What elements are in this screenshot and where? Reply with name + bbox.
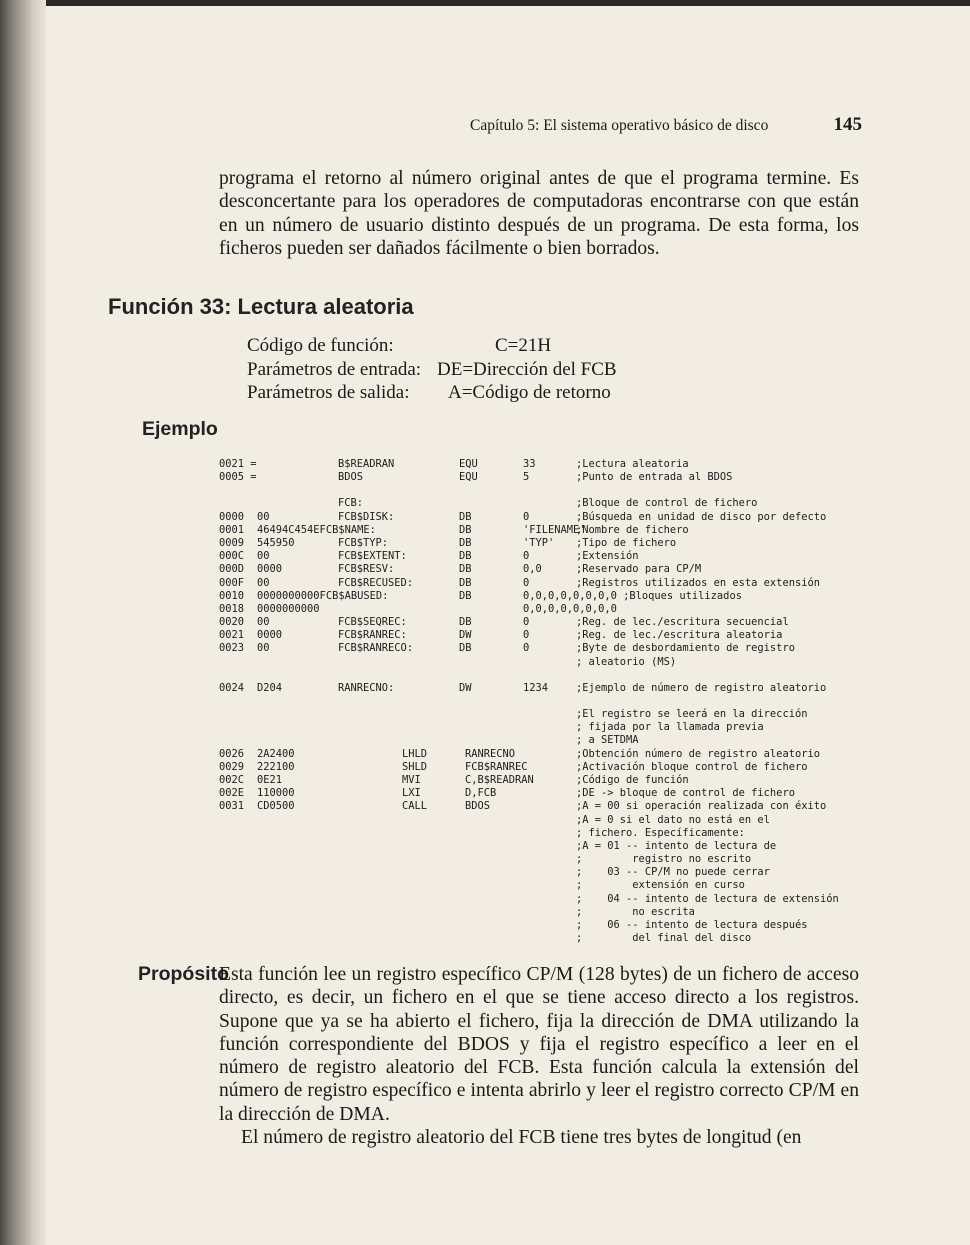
code-comment: ; registro no escrito <box>576 853 752 866</box>
code-line <box>219 893 879 906</box>
code-mnemonic: MVI <box>402 773 421 786</box>
code-operand: 0,0 <box>523 563 542 576</box>
intro-text: programa el retorno al número original antes de que el programa termine. Es desconcertante para los operadores de computadoras encontrarse con que están en un número de usuario distinto después de un programa. De esta forma, los ficheros pueden ser dañados fácilmente o bien borrados. <box>219 168 859 259</box>
code-line <box>219 932 879 945</box>
code-line <box>219 563 879 576</box>
code-comment: ;A = 0 si el dato no está en el <box>576 813 770 826</box>
code-bytes: 46494C454EFCB$NAME: <box>257 523 376 536</box>
code-mnemonic: DB <box>459 523 472 536</box>
spec-label: Código de función: <box>247 335 394 356</box>
code-operand: RANRECNO <box>465 747 516 760</box>
code-label: FCB$EXTENT: <box>338 550 407 563</box>
code-operand: 0,0,0,0,0,0,0,0 ;Bloques utilizados <box>523 589 742 602</box>
code-address: 0000 <box>219 510 245 523</box>
code-line <box>219 814 879 827</box>
code-line <box>219 721 879 734</box>
code-mnemonic: DB <box>459 536 472 549</box>
code-line <box>219 906 879 919</box>
closing-text: El número de registro aleatorio del FCB tiene tres bytes de longitud (en <box>241 1127 802 1149</box>
code-bytes: 222100 <box>257 760 295 773</box>
code-comment: ;Activación bloque control de fichero <box>576 760 808 773</box>
code-comment: ;Ejemplo de número de registro aleatorio <box>576 681 827 694</box>
code-comment: ; a SETDMA <box>576 734 639 747</box>
code-line <box>219 642 879 655</box>
code-comment: ;Byte de desbordamiento de registro <box>576 642 795 655</box>
code-line <box>219 511 879 524</box>
code-line <box>219 879 879 892</box>
page-number: 145 <box>833 114 862 135</box>
code-line <box>219 458 879 471</box>
code-bytes: 00 <box>257 616 270 629</box>
code-bytes: 00 <box>257 550 270 563</box>
code-mnemonic: DW <box>459 629 472 642</box>
code-address: 000F <box>219 576 245 589</box>
code-operand: FCB$RANREC <box>465 760 528 773</box>
code-comment: ; extensión en curso <box>576 879 745 892</box>
code-comment: ;Lectura aleatoria <box>576 458 689 470</box>
code-mnemonic: DB <box>459 510 472 523</box>
code-line <box>219 734 879 747</box>
code-comment: ;Tipo de fichero <box>576 536 677 549</box>
page-top-edge <box>0 0 970 6</box>
code-operand: 33 <box>523 458 536 470</box>
purpose-section <box>219 963 859 1149</box>
code-bytes: 00 <box>257 576 270 589</box>
code-bytes: 2A2400 <box>257 747 295 760</box>
code-address: 0029 <box>219 760 245 773</box>
code-operand: 0 <box>523 616 530 629</box>
code-label: B$READRAN <box>338 458 395 470</box>
code-operand: 0,0,0,0,0,0,0,0 <box>523 602 617 615</box>
code-label: BDOS <box>338 471 364 484</box>
code-operand: 1234 <box>523 681 549 694</box>
code-comment: ;El registro se leerá en la dirección <box>576 708 808 720</box>
intro-paragraph <box>219 167 859 260</box>
code-comment: ;Código de función <box>576 773 689 786</box>
code-bytes: 0000 <box>257 563 283 576</box>
book-spine-shadow <box>0 0 46 1245</box>
code-bytes: 0E21 <box>257 773 283 786</box>
purpose-text: Esta función lee un registro específico CP/M (128 bytes) de un fichero de acceso directo, es decir, un fichero en el que se tiene acceso directo a los registros. Supone que ya se ha abierto el fichero, fija la dirección de DMA utilizando la función correspondiente del BDOS y fija el registro específico a leer en el número de registro aleatorio del FCB. Esta función calcula la extensión del número de registro específico e intenta abrirlo y leer el registro correcto CP/M en la dirección de DMA. <box>219 964 859 1125</box>
code-address: 0021 <box>219 629 245 642</box>
code-label: FCB$RESV: <box>338 563 395 576</box>
code-line <box>219 840 879 853</box>
code-bytes: 0000000000 <box>257 602 320 615</box>
spec-label: Parámetros de salida: <box>247 382 410 403</box>
code-comment: ;Punto de entrada al BDOS <box>576 471 733 484</box>
code-comment: ;Búsqueda en unidad de disco por defecto <box>576 510 827 523</box>
code-bytes: 545950 <box>257 536 295 549</box>
code-mnemonic: DW <box>459 681 472 694</box>
chapter-title: Capítulo 5: El sistema operativo básico de disco <box>470 117 769 134</box>
code-line <box>219 497 879 510</box>
code-line <box>219 866 879 879</box>
code-address: 0021 = <box>219 458 257 470</box>
code-label: FCB$DISK: <box>338 510 395 523</box>
code-line <box>219 919 879 932</box>
code-blank-line <box>219 695 879 708</box>
code-line <box>219 827 879 840</box>
code-mnemonic: EQU <box>459 458 478 470</box>
code-blank-line <box>219 669 879 682</box>
code-address: 0024 <box>219 681 245 694</box>
code-mnemonic: DB <box>459 589 472 602</box>
spec-row <box>247 358 617 382</box>
code-mnemonic: DB <box>459 563 472 576</box>
running-header <box>470 114 862 136</box>
code-line <box>219 682 879 695</box>
function-spec <box>247 334 617 405</box>
code-mnemonic: DB <box>459 642 472 655</box>
code-address: 0023 <box>219 642 245 655</box>
purpose-label: Propósito <box>138 963 229 985</box>
code-mnemonic: DB <box>459 550 472 563</box>
code-line <box>219 629 879 642</box>
code-label: RANRECNO: <box>338 681 395 694</box>
code-line <box>219 537 879 550</box>
section-title: Función 33: Lectura aleatoria <box>108 294 414 319</box>
code-bytes: 0000000000FCB$ABUSED: <box>257 589 389 602</box>
code-operand: 0 <box>523 510 530 523</box>
code-address: 000D <box>219 563 245 576</box>
code-address: 0005 = <box>219 471 257 484</box>
code-operand: 'FILENAME' <box>523 523 586 536</box>
spec-row <box>247 381 617 405</box>
code-address: 0026 <box>219 747 245 760</box>
code-comment: ; del final del disco <box>576 932 752 945</box>
code-line <box>219 787 879 800</box>
code-comment: ; fichero. Específicamente: <box>576 826 745 839</box>
code-bytes: D204 <box>257 681 283 694</box>
code-address: 0031 <box>219 800 245 813</box>
code-mnemonic: LXI <box>402 787 421 800</box>
code-address: 0020 <box>219 616 245 629</box>
code-label: FCB$RECUSED: <box>338 576 414 589</box>
code-mnemonic: EQU <box>459 471 478 484</box>
code-comment: ;Reg. de lec./escritura aleatoria <box>576 629 783 642</box>
code-mnemonic: SHLD <box>402 760 428 773</box>
code-line <box>219 800 879 813</box>
code-label: FCB: <box>338 497 364 510</box>
code-comment: ;Reg. de lec./escritura secuencial <box>576 616 789 629</box>
code-address: 000C <box>219 550 245 563</box>
code-bytes: 0000 <box>257 629 283 642</box>
code-address: 0009 <box>219 536 245 549</box>
code-listing <box>219 458 879 945</box>
spec-label: Parámetros de entrada: <box>247 358 422 380</box>
code-comment: ;Obtención número de registro aleatorio <box>576 747 820 760</box>
example-label: Ejemplo <box>142 418 218 440</box>
code-line <box>219 774 879 787</box>
code-comment: ;Bloque de control de fichero <box>576 497 758 510</box>
code-label: FCB$TYP: <box>338 536 389 549</box>
code-bytes: 110000 <box>257 787 295 800</box>
code-line <box>219 761 879 774</box>
code-address: 002C <box>219 773 245 786</box>
code-comment: ; 06 -- intento de lectura después <box>576 919 808 931</box>
code-comment: ; fijada por la llamada previa <box>576 721 764 734</box>
code-line <box>219 603 879 616</box>
code-line <box>219 853 879 866</box>
code-label: FCB$RANREC: <box>338 629 407 642</box>
code-line <box>219 708 879 721</box>
code-line <box>219 748 879 761</box>
code-comment: ;Registros utilizados en esta extensión <box>576 576 820 589</box>
code-operand: 0 <box>523 576 530 589</box>
code-comment: ;Nombre de fichero <box>576 523 689 536</box>
code-address: 0010 <box>219 589 245 602</box>
code-comment: ; aleatorio (MS) <box>576 655 677 668</box>
code-line <box>219 656 879 669</box>
code-comment: ;A = 00 si operación realizada con éxito <box>576 800 827 813</box>
code-line <box>219 550 879 563</box>
code-bytes: CD0500 <box>257 800 295 813</box>
spec-value: DE=Dirección del FCB <box>437 358 617 380</box>
code-address: 002E <box>219 787 245 800</box>
code-mnemonic: LHLD <box>402 747 428 760</box>
code-comment: ; 04 -- intento de lectura de extensión <box>576 892 839 905</box>
code-comment: ;Reservado para CP/M <box>576 563 702 576</box>
code-operand: 'TYP' <box>523 536 555 549</box>
code-line <box>219 577 879 590</box>
code-operand: D,FCB <box>465 787 497 800</box>
code-operand: 0 <box>523 550 530 563</box>
code-line <box>219 616 879 629</box>
spec-value: A=Código de retorno <box>448 382 611 403</box>
spec-value: C=21H <box>495 335 552 356</box>
code-address: 0018 <box>219 602 245 615</box>
code-label: FCB$RANRECO: <box>338 642 414 655</box>
code-bytes: 00 <box>257 510 270 523</box>
code-comment: ;A = 01 -- intento de lectura de <box>576 839 777 852</box>
code-mnemonic: CALL <box>402 800 428 813</box>
code-operand: 5 <box>523 471 530 484</box>
code-comment: ; 03 -- CP/M no puede cerrar <box>576 866 770 879</box>
code-operand: C,B$READRAN <box>465 773 534 786</box>
code-comment: ; no escrita <box>576 905 695 918</box>
code-bytes: 00 <box>257 642 270 655</box>
code-operand: BDOS <box>465 800 491 813</box>
code-address: 0001 <box>219 523 245 536</box>
code-blank-line <box>219 484 879 497</box>
code-label: FCB$SEQREC: <box>338 616 407 629</box>
spec-row <box>247 334 617 358</box>
code-comment: ;Extensión <box>576 550 639 563</box>
code-operand: 0 <box>523 629 530 642</box>
code-line <box>219 590 879 603</box>
code-operand: 0 <box>523 642 530 655</box>
code-line <box>219 524 879 537</box>
code-comment: ;DE -> bloque de control de fichero <box>576 787 795 800</box>
code-mnemonic: DB <box>459 576 472 589</box>
code-mnemonic: DB <box>459 616 472 629</box>
code-line <box>219 471 879 484</box>
